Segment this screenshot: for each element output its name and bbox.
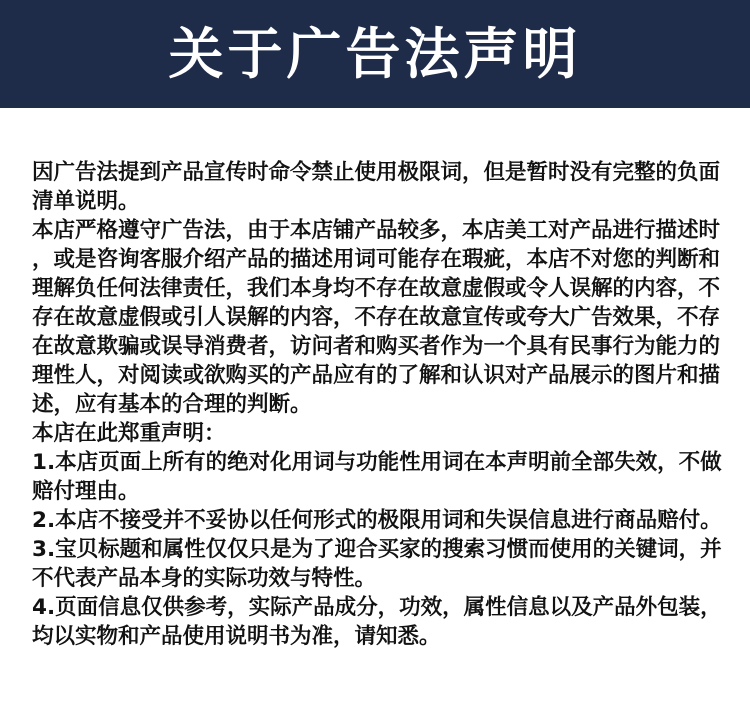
paragraph-item-2: 2.本店不接受并不妥协以任何形式的极限用词和失误信息进行商品赔付。 (32, 508, 722, 533)
paragraph-item-1: 1.本店页面上所有的绝对化用词与功能性用词在本声明前全部失效，不做赔付理由。 (32, 450, 722, 504)
paragraph-declaration-heading: 本店在此郑重声明： (32, 421, 226, 446)
page-title: 关于广告法声明 (168, 21, 582, 86)
paragraph-item-3: 3.宝贝标题和属性仅仅只是为了迎合买家的搜索习惯而使用的关键词，并不代表产品本身的实际功效与特性。 (32, 537, 722, 591)
statement-body (0, 108, 750, 651)
paragraph-compliance: 本店严格遵守广告法，由于本店铺产品较多，本店美工对产品进行描述时，或是咨询客服介绍产品的描述用词可能存在瑕疵，本店不对您的判断和理解负任何法律责任，我们本身均不存在故意虚假或令人误解的内容，不存在故意虚假或引人误解的内容，不存在故意宣传或夸大广告效果，不存在故意欺骗或误导消费者，访问者和购买者作为一个具有民事行为能力的理性人，对阅读或欲购买的产品应有的了解和认识对产品展示的图片和描述，应有基本的合理的判断。 (32, 218, 721, 417)
paragraph-intro: 因广告法提到产品宣传时命令禁止使用极限词，但是暂时没有完整的负面清单说明。 (32, 160, 721, 214)
paragraph-item-4: 4.页面信息仅供参考，实际产品成分，功效，属性信息以及产品外包装，均以实物和产品使用说明书为准，请知悉。 (32, 595, 722, 649)
title-banner (0, 0, 750, 108)
